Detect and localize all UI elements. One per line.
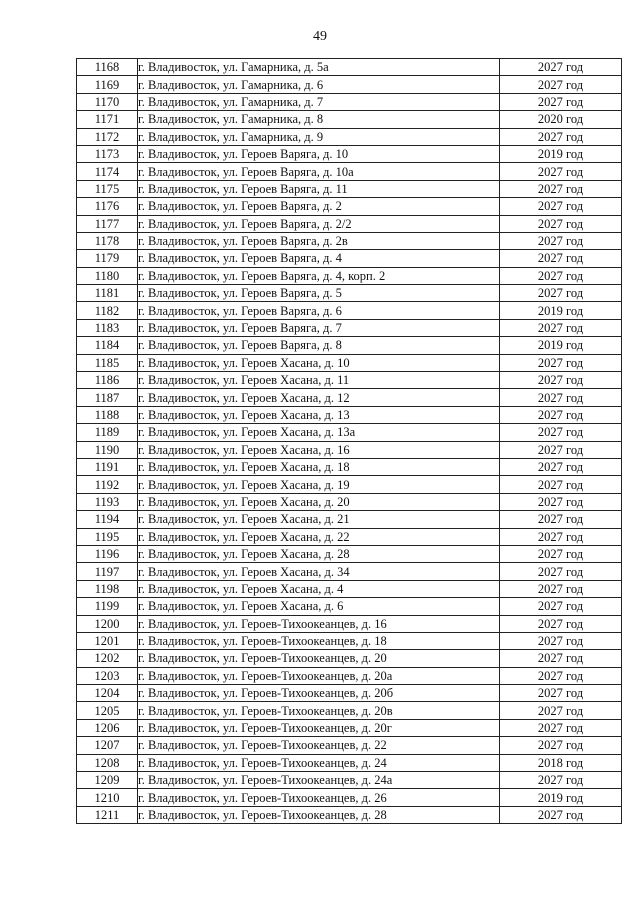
table-row: [77, 424, 622, 441]
table-row: [77, 319, 622, 336]
row-number-cell: 1181: [77, 285, 138, 302]
row-number-cell: 1169: [77, 76, 138, 93]
row-number-cell: 1187: [77, 389, 138, 406]
table-row: [77, 302, 622, 319]
row-number-cell: 1198: [77, 580, 138, 597]
page-number: 49: [313, 29, 327, 44]
table-row: [77, 754, 622, 771]
address-cell: г. Владивосток, ул. Героев Варяга, д. 10: [138, 145, 500, 162]
row-number-cell: 1184: [77, 337, 138, 354]
year-cell: 2019 год: [500, 789, 622, 806]
address-cell: г. Владивосток, ул. Героев Варяга, д. 2в: [138, 232, 500, 249]
address-cell: г. Владивосток, ул. Героев Варяга, д. 2: [138, 198, 500, 215]
table-row: [77, 128, 622, 145]
year-cell: 2027 год: [500, 180, 622, 197]
table-row: [77, 511, 622, 528]
address-cell: г. Владивосток, ул. Героев Варяга, д. 4, корп. 2: [138, 267, 500, 284]
table-row: [77, 806, 622, 823]
table-row: [77, 163, 622, 180]
address-cell: г. Владивосток, ул. Героев-Тихоокеанцев, д. 18: [138, 632, 500, 649]
row-number-cell: 1189: [77, 424, 138, 441]
row-number-cell: 1173: [77, 145, 138, 162]
address-cell: г. Владивосток, ул. Героев Хасана, д. 12: [138, 389, 500, 406]
year-cell: 2027 год: [500, 319, 622, 336]
table-row: [77, 250, 622, 267]
table-row: [77, 232, 622, 249]
address-cell: г. Владивосток, ул. Героев-Тихоокеанцев, д. 20а: [138, 667, 500, 684]
year-cell: 2019 год: [500, 145, 622, 162]
year-cell: 2027 год: [500, 667, 622, 684]
table-row: [77, 389, 622, 406]
address-cell: г. Владивосток, ул. Героев Хасана, д. 28: [138, 545, 500, 562]
address-cell: г. Владивосток, ул. Гамарника, д. 8: [138, 111, 500, 128]
address-cell: г. Владивосток, ул. Гамарника, д. 6: [138, 76, 500, 93]
year-cell: 2027 год: [500, 198, 622, 215]
table-row: [77, 458, 622, 475]
year-cell: 2027 год: [500, 702, 622, 719]
table-row: [77, 789, 622, 806]
row-number-cell: 1200: [77, 615, 138, 632]
row-number-cell: 1177: [77, 215, 138, 232]
address-cell: г. Владивосток, ул. Героев Варяга, д. 5: [138, 285, 500, 302]
address-cell: г. Владивосток, ул. Героев-Тихоокеанцев, д. 24а: [138, 772, 500, 789]
year-cell: 2027 год: [500, 719, 622, 736]
row-number-cell: 1176: [77, 198, 138, 215]
year-cell: 2027 год: [500, 128, 622, 145]
address-cell: г. Владивосток, ул. Героев Хасана, д. 13: [138, 406, 500, 423]
address-cell: г. Владивосток, ул. Героев Варяга, д. 10а: [138, 163, 500, 180]
housing-registry-table: [76, 58, 622, 824]
table-row: [77, 528, 622, 545]
table-row: [77, 476, 622, 493]
row-number-cell: 1197: [77, 563, 138, 580]
year-cell: 2027 год: [500, 441, 622, 458]
table-row: [77, 285, 622, 302]
table-row: [77, 59, 622, 76]
table-row: [77, 702, 622, 719]
year-cell: 2027 год: [500, 511, 622, 528]
row-number-cell: 1194: [77, 511, 138, 528]
row-number-cell: 1203: [77, 667, 138, 684]
year-cell: 2027 год: [500, 76, 622, 93]
address-cell: г. Владивосток, ул. Героев Хасана, д. 11: [138, 372, 500, 389]
year-cell: 2027 год: [500, 632, 622, 649]
row-number-cell: 1207: [77, 737, 138, 754]
year-cell: 2027 год: [500, 458, 622, 475]
year-cell: 2027 год: [500, 389, 622, 406]
table-row: [77, 685, 622, 702]
year-cell: 2027 год: [500, 424, 622, 441]
address-cell: г. Владивосток, ул. Героев Хасана, д. 22: [138, 528, 500, 545]
row-number-cell: 1196: [77, 545, 138, 562]
row-number-cell: 1180: [77, 267, 138, 284]
address-cell: г. Владивосток, ул. Героев Хасана, д. 18: [138, 458, 500, 475]
row-number-cell: 1186: [77, 372, 138, 389]
row-number-cell: 1179: [77, 250, 138, 267]
row-number-cell: 1174: [77, 163, 138, 180]
table-row: [77, 772, 622, 789]
row-number-cell: 1206: [77, 719, 138, 736]
table-row: [77, 406, 622, 423]
table-row: [77, 93, 622, 110]
row-number-cell: 1188: [77, 406, 138, 423]
row-number-cell: 1192: [77, 476, 138, 493]
row-number-cell: 1175: [77, 180, 138, 197]
row-number-cell: 1182: [77, 302, 138, 319]
table-row: [77, 111, 622, 128]
table-row: [77, 441, 622, 458]
table-row: [77, 76, 622, 93]
year-cell: 2027 год: [500, 93, 622, 110]
address-cell: г. Владивосток, ул. Героев-Тихоокеанцев, д. 20: [138, 650, 500, 667]
row-number-cell: 1168: [77, 59, 138, 76]
table-row: [77, 354, 622, 371]
row-number-cell: 1209: [77, 772, 138, 789]
year-cell: 2020 год: [500, 111, 622, 128]
row-number-cell: 1190: [77, 441, 138, 458]
table-row: [77, 215, 622, 232]
table-row: [77, 632, 622, 649]
address-cell: г. Владивосток, ул. Героев Хасана, д. 34: [138, 563, 500, 580]
year-cell: 2027 год: [500, 528, 622, 545]
address-cell: г. Владивосток, ул. Героев-Тихоокеанцев, д. 24: [138, 754, 500, 771]
address-cell: г. Владивосток, ул. Героев Варяга, д. 7: [138, 319, 500, 336]
address-cell: г. Владивосток, ул. Героев Хасана, д. 13а: [138, 424, 500, 441]
table-row: [77, 145, 622, 162]
table-row: [77, 545, 622, 562]
row-number-cell: 1211: [77, 806, 138, 823]
table-row: [77, 667, 622, 684]
address-cell: г. Владивосток, ул. Героев Хасана, д. 6: [138, 598, 500, 615]
address-cell: г. Владивосток, ул. Героев Хасана, д. 4: [138, 580, 500, 597]
address-cell: г. Владивосток, ул. Гамарника, д. 7: [138, 93, 500, 110]
row-number-cell: 1195: [77, 528, 138, 545]
address-cell: г. Владивосток, ул. Гамарника, д. 9: [138, 128, 500, 145]
table-row: [77, 180, 622, 197]
year-cell: 2027 год: [500, 806, 622, 823]
row-number-cell: 1172: [77, 128, 138, 145]
year-cell: 2027 год: [500, 493, 622, 510]
table-row: [77, 563, 622, 580]
address-cell: г. Владивосток, ул. Героев-Тихоокеанцев, д. 22: [138, 737, 500, 754]
address-cell: г. Владивосток, ул. Героев Варяга, д. 4: [138, 250, 500, 267]
address-cell: г. Владивосток, ул. Героев-Тихоокеанцев, д. 20б: [138, 685, 500, 702]
year-cell: 2027 год: [500, 580, 622, 597]
address-cell: г. Владивосток, ул. Героев Хасана, д. 20: [138, 493, 500, 510]
row-number-cell: 1171: [77, 111, 138, 128]
year-cell: 2027 год: [500, 685, 622, 702]
table-row: [77, 737, 622, 754]
row-number-cell: 1170: [77, 93, 138, 110]
address-cell: г. Владивосток, ул. Героев-Тихоокеанцев, д. 16: [138, 615, 500, 632]
year-cell: 2027 год: [500, 772, 622, 789]
address-cell: г. Владивосток, ул. Героев Варяга, д. 6: [138, 302, 500, 319]
row-number-cell: 1202: [77, 650, 138, 667]
year-cell: 2027 год: [500, 232, 622, 249]
year-cell: 2027 год: [500, 615, 622, 632]
address-cell: г. Владивосток, ул. Героев Хасана, д. 21: [138, 511, 500, 528]
address-cell: г. Владивосток, ул. Гамарника, д. 5а: [138, 59, 500, 76]
table-row: [77, 650, 622, 667]
year-cell: 2019 год: [500, 302, 622, 319]
address-cell: г. Владивосток, ул. Героев-Тихоокеанцев, д. 20в: [138, 702, 500, 719]
year-cell: 2027 год: [500, 406, 622, 423]
row-number-cell: 1205: [77, 702, 138, 719]
row-number-cell: 1178: [77, 232, 138, 249]
row-number-cell: 1199: [77, 598, 138, 615]
table-row: [77, 598, 622, 615]
year-cell: 2019 год: [500, 337, 622, 354]
year-cell: 2027 год: [500, 59, 622, 76]
address-cell: г. Владивосток, ул. Героев Хасана, д. 19: [138, 476, 500, 493]
table-row: [77, 198, 622, 215]
address-cell: г. Владивосток, ул. Героев Хасана, д. 16: [138, 441, 500, 458]
year-cell: 2027 год: [500, 250, 622, 267]
year-cell: 2018 год: [500, 754, 622, 771]
row-number-cell: 1208: [77, 754, 138, 771]
year-cell: 2027 год: [500, 545, 622, 562]
year-cell: 2027 год: [500, 354, 622, 371]
table-row: [77, 267, 622, 284]
address-cell: г. Владивосток, ул. Героев-Тихоокеанцев, д. 26: [138, 789, 500, 806]
row-number-cell: 1201: [77, 632, 138, 649]
table-row: [77, 372, 622, 389]
table-row: [77, 493, 622, 510]
address-cell: г. Владивосток, ул. Героев Варяга, д. 8: [138, 337, 500, 354]
registry-table-body: [77, 59, 622, 824]
year-cell: 2027 год: [500, 163, 622, 180]
address-cell: г. Владивосток, ул. Героев Варяга, д. 2/2: [138, 215, 500, 232]
row-number-cell: 1185: [77, 354, 138, 371]
row-number-cell: 1183: [77, 319, 138, 336]
year-cell: 2027 год: [500, 476, 622, 493]
year-cell: 2027 год: [500, 650, 622, 667]
year-cell: 2027 год: [500, 563, 622, 580]
address-cell: г. Владивосток, ул. Героев-Тихоокеанцев, д. 28: [138, 806, 500, 823]
year-cell: 2027 год: [500, 215, 622, 232]
year-cell: 2027 год: [500, 598, 622, 615]
address-cell: г. Владивосток, ул. Героев Хасана, д. 10: [138, 354, 500, 371]
address-cell: г. Владивосток, ул. Героев Варяга, д. 11: [138, 180, 500, 197]
year-cell: 2027 год: [500, 372, 622, 389]
table-row: [77, 580, 622, 597]
table-row: [77, 337, 622, 354]
row-number-cell: 1191: [77, 458, 138, 475]
year-cell: 2027 год: [500, 737, 622, 754]
year-cell: 2027 год: [500, 285, 622, 302]
table-row: [77, 719, 622, 736]
year-cell: 2027 год: [500, 267, 622, 284]
row-number-cell: 1204: [77, 685, 138, 702]
row-number-cell: 1210: [77, 789, 138, 806]
row-number-cell: 1193: [77, 493, 138, 510]
table-row: [77, 615, 622, 632]
address-cell: г. Владивосток, ул. Героев-Тихоокеанцев, д. 20г: [138, 719, 500, 736]
